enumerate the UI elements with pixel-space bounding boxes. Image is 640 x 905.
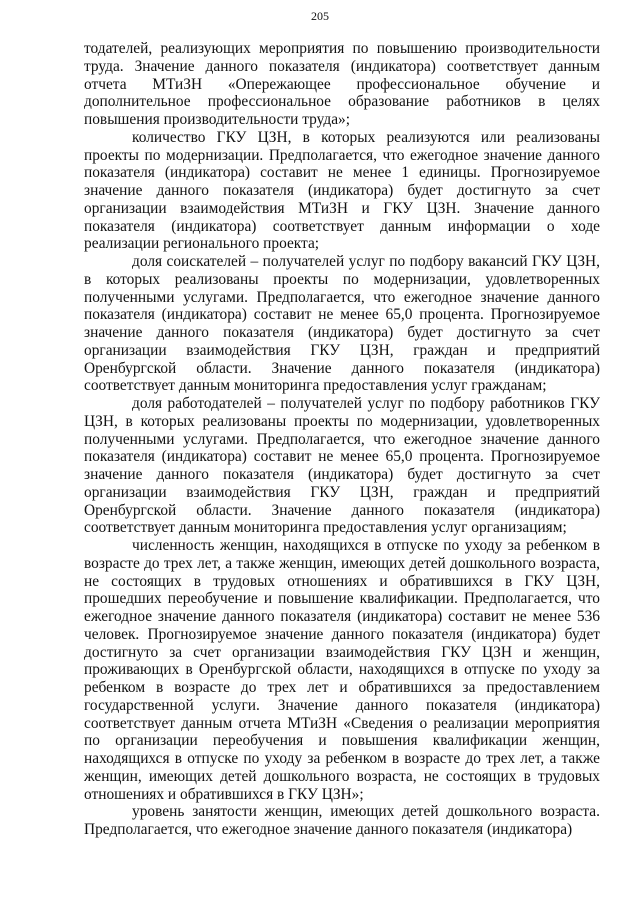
paragraph-women-employment-level: уровень занятости женщин, имеющих детей дошкольного возраста. Предполагается, что ежегодное значение данного показателя (индикатора) [84, 803, 600, 838]
page-number: 205 [311, 9, 329, 23]
paragraph-gku-czn-modernization-count: количество ГКУ ЦЗН, в которых реализуются или реализованы проекты по модернизации. Предполагается, что ежегодное значение данного показателя (индикатора) составит не менее 1 единицы. Прогнозируемое значение данного показателя (индикатора) будет достигнуто за счет организации взаимодействия МТиЗН и ГКУ ЦЗН. Значение данного показателя (индикатора) соответствует данным информации о ходе реализации регионального проекта; [84, 128, 600, 253]
paragraph-employers-satisfaction: доля работодателей – получателей услуг по подбору работников ГКУ ЦЗН, в которых реализованы проекты по модернизации, удовлетворенных полученными услугами. Предполагается, что ежегодное значение данного показателя (индикатора) составит не менее 65,0 процента. Прогнозируемое значение данного показателя (индикатора) будет достигнуто за счет организации взаимодействия ГКУ ЦЗН, граждан и предприятий Оренбургской области. Значение данного показателя (индикатора) соответствует данным мониторинга предоставления услуг организациям; [84, 395, 600, 537]
paragraph-women-retraining: численность женщин, находящихся в отпуске по уходу за ребенком в возрасте до трех лет, а также женщин, имеющих детей дошкольного возраста, не состоящих в трудовых отношениях и обратившихся в ГКУ ЦЗН, прошедших переобучение и повышение квалификации. Предполагается, что ежегодное значение данного показателя (индикатора) составит не менее 536 человек. Прогнозируемое значение данного показателя (индикатора) будет достигнуто за счет организации взаимодействия ГКУ ЦЗН и женщин, проживающих в Оренбургской области, находящихся в отпуске по уходу за ребенком в возрасте до трех лет и обратившихся за предоставлением государственной услуги. Значение данного показателя (индикатора) соответствует данным отчета МТиЗН «Сведения о реализации мероприятия по организации переобучения и повышения квалификации женщин, находящихся в отпуске по уходу за ребенком в возрасте до трех лет, а также женщин, имеющих детей дошкольного возраста, не состоящих в трудовых отношениях и обратившихся в ГКУ ЦЗН»; [84, 537, 600, 803]
paragraph-continuation: тодателей, реализующих мероприятия по повышению производительности труда. Значение данного показателя (индикатора) соответствует данным отчета МТиЗН «Опережающее профессиональное обучение и дополнительное профессиональное образование работников в целях повышения производительности труда»; [84, 40, 600, 128]
paragraph-jobseekers-satisfaction: доля соискателей – получателей услуг по подбору вакансий ГКУ ЦЗН, в которых реализованы проекты по модернизации, удовлетворенных полученными услугами. Предполагается, что ежегодное значение данного показателя (индикатора) составит не менее 65,0 процента. Прогнозируемое значение данного показателя (индикатора) будет достигнуто за счет организации взаимодействия ГКУ ЦЗН, граждан и предприятий Оренбургской области. Значение данного показателя (индикатора) соответствует данным мониторинга предоставления услуг гражданам; [84, 253, 600, 395]
body-text [84, 40, 600, 839]
